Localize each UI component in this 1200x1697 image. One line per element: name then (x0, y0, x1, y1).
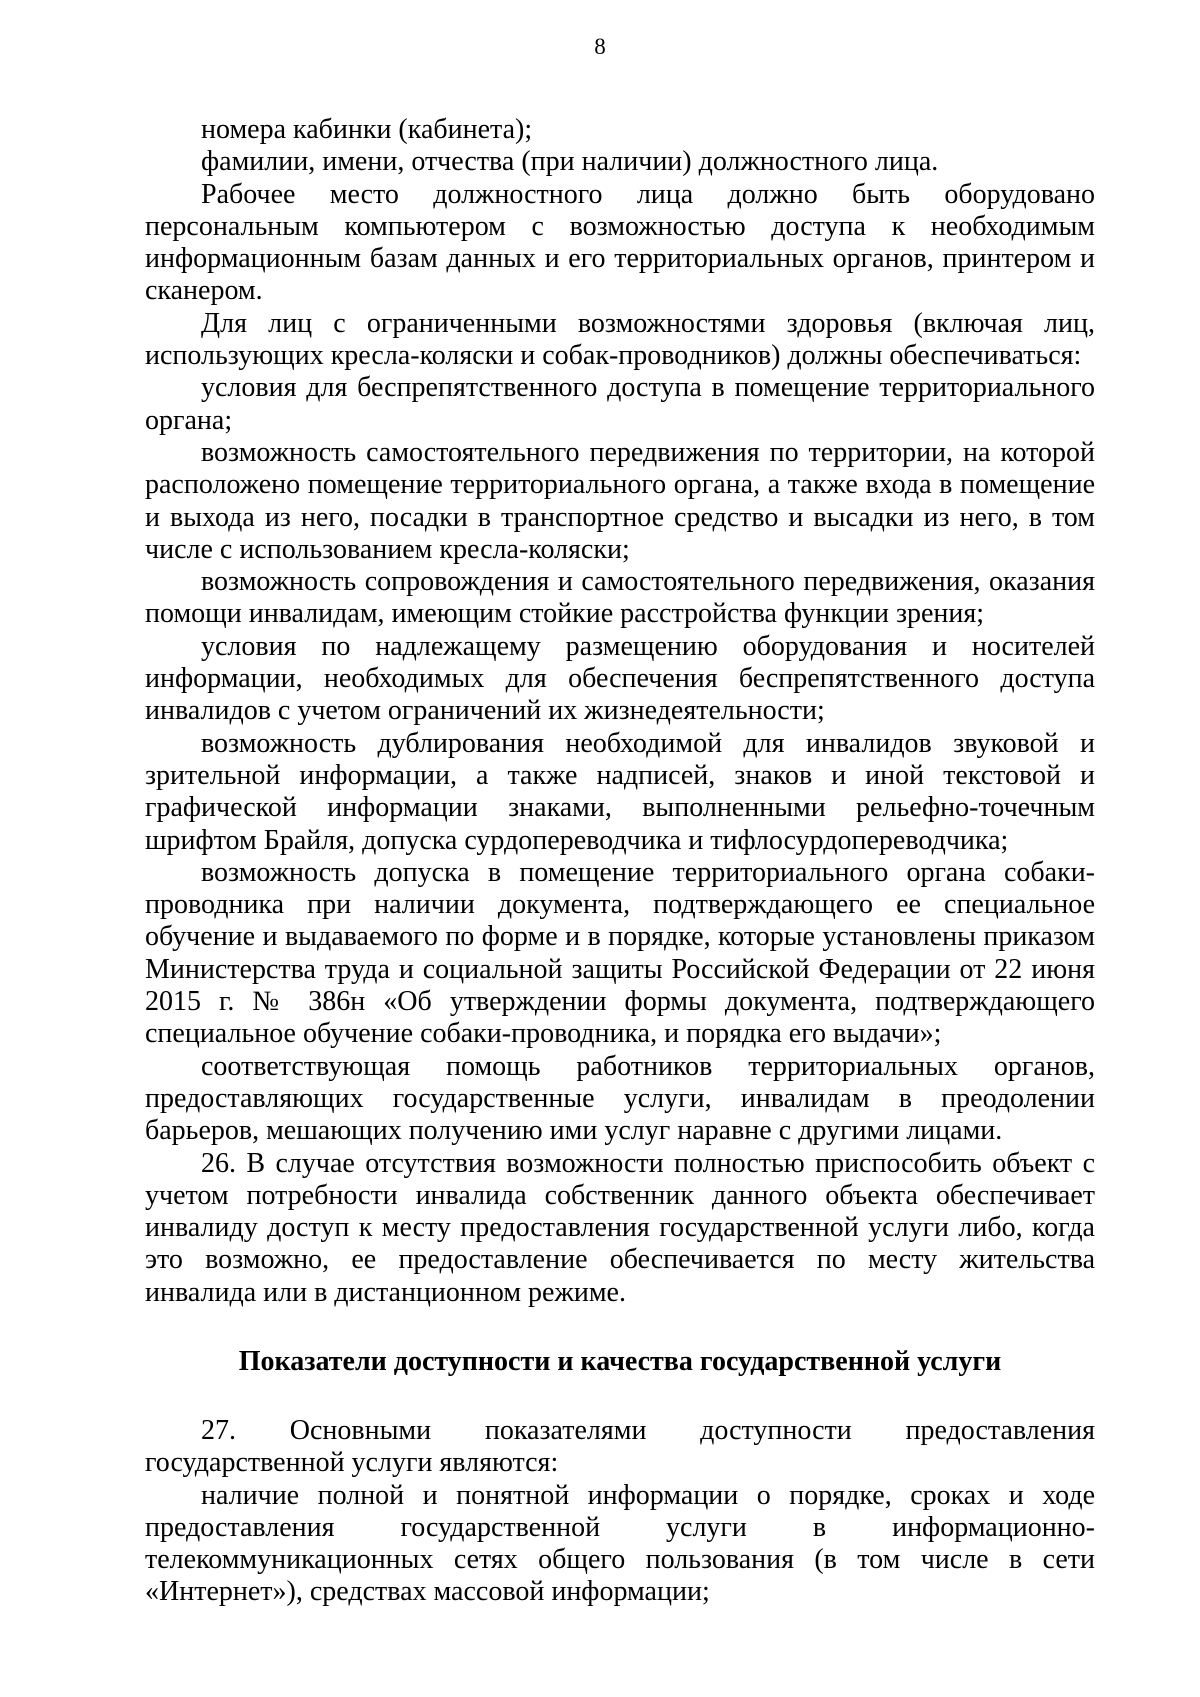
section-heading: Показатели доступности и качества государственной услуги (238, 1345, 1002, 1377)
paragraph-information-availability: наличие полной и понятной информации о порядке, сроках и ходе предоставления государственной услуги в информационно-телекоммуникационных сетях общего пользования (в том числе в сети «Интернет»), средствах массовой информации; (145, 1479, 1095, 1608)
document-body (145, 114, 1095, 1609)
paragraph-information-duplication: возможность дублирования необходимой для инвалидов звуковой и зрительной информации, а также надписей, знаков и иной текстовой и графической информации знаками, выполненными рельефно-точечным шрифтом Брайля, допуска сурдопереводчика и тифлосурдопереводчика; (145, 727, 1095, 856)
page-number: 8 (594, 34, 606, 59)
paragraph-unobstructed-access: условия для беспрепятственного доступа в помещение территориального органа; (145, 372, 1095, 436)
paragraph-staff-assistance: соответствующая помощь работников территориальных органов, предоставляющих государственные услуги, инвалидам в преодолении барьеров, мешающих получению ими услуг наравне с другими лицами. (145, 1050, 1095, 1147)
paragraph-official-name: фамилии, имени, отчества (при наличии) должностного лица. (201, 146, 939, 178)
paragraph-item-26: 26. В случае отсутствия возможности полностью приспособить объект с учетом потребности инвалида собственник данного объекта обеспечивает инвалиду доступ к месту предоставления государственной услуги либо, когда это возможно, ее предоставление обеспечивается по месту жительства инвалида или в дистанционном режиме. (145, 1147, 1095, 1308)
paragraph-independent-movement: возможность самостоятельного передвижения по территории, на которой расположено помещение территориального органа, а также входа в помещение и выхода из него, посадки в транспортное средство и высадки из него, в том числе с использованием кресла-коляски; (145, 436, 1095, 565)
paragraph-workplace: Рабочее место должностного лица должно быть оборудовано персональным компьютером с возможностью доступа к необходимым информационным базам данных и его территориальных органов, принтером и сканером. (145, 178, 1095, 307)
paragraph-room-number: номера кабинки (кабинета); (201, 114, 533, 145)
paragraph-guide-dog: возможность допуска в помещение территориального органа собаки-проводника при наличии документа, подтверждающего ее специальное обучение и выдаваемого по форме и в порядке, которые установлены приказом Министерства труда и социальной защиты Российской Федерации от 22 июня 2015 г. № 386н «Об утверждении формы документа, подтверждающего специальное обучение собаки-проводника, и порядка его выдачи»; (145, 856, 1095, 1050)
paragraph-escort-assistance: возможность сопровождения и самостоятельного передвижения, оказания помощи инвалидам, имеющим стойкие расстройства функции зрения; (145, 566, 1095, 630)
paragraph-disabled-persons: Для лиц с ограниченными возможностями здоровья (включая лиц, использующих кресла-коляски и собак-проводников) должны обеспечиваться: (145, 307, 1095, 372)
paragraph-equipment-placement: условия по надлежащему размещению оборудования и носителей информации, необходимых для обеспечения беспрепятственного доступа инвалидов с учетом ограничений их жизнедеятельности; (145, 630, 1095, 727)
paragraph-item-27: 27. Основными показателями доступности предоставления государственной услуги являются: (145, 1414, 1095, 1479)
